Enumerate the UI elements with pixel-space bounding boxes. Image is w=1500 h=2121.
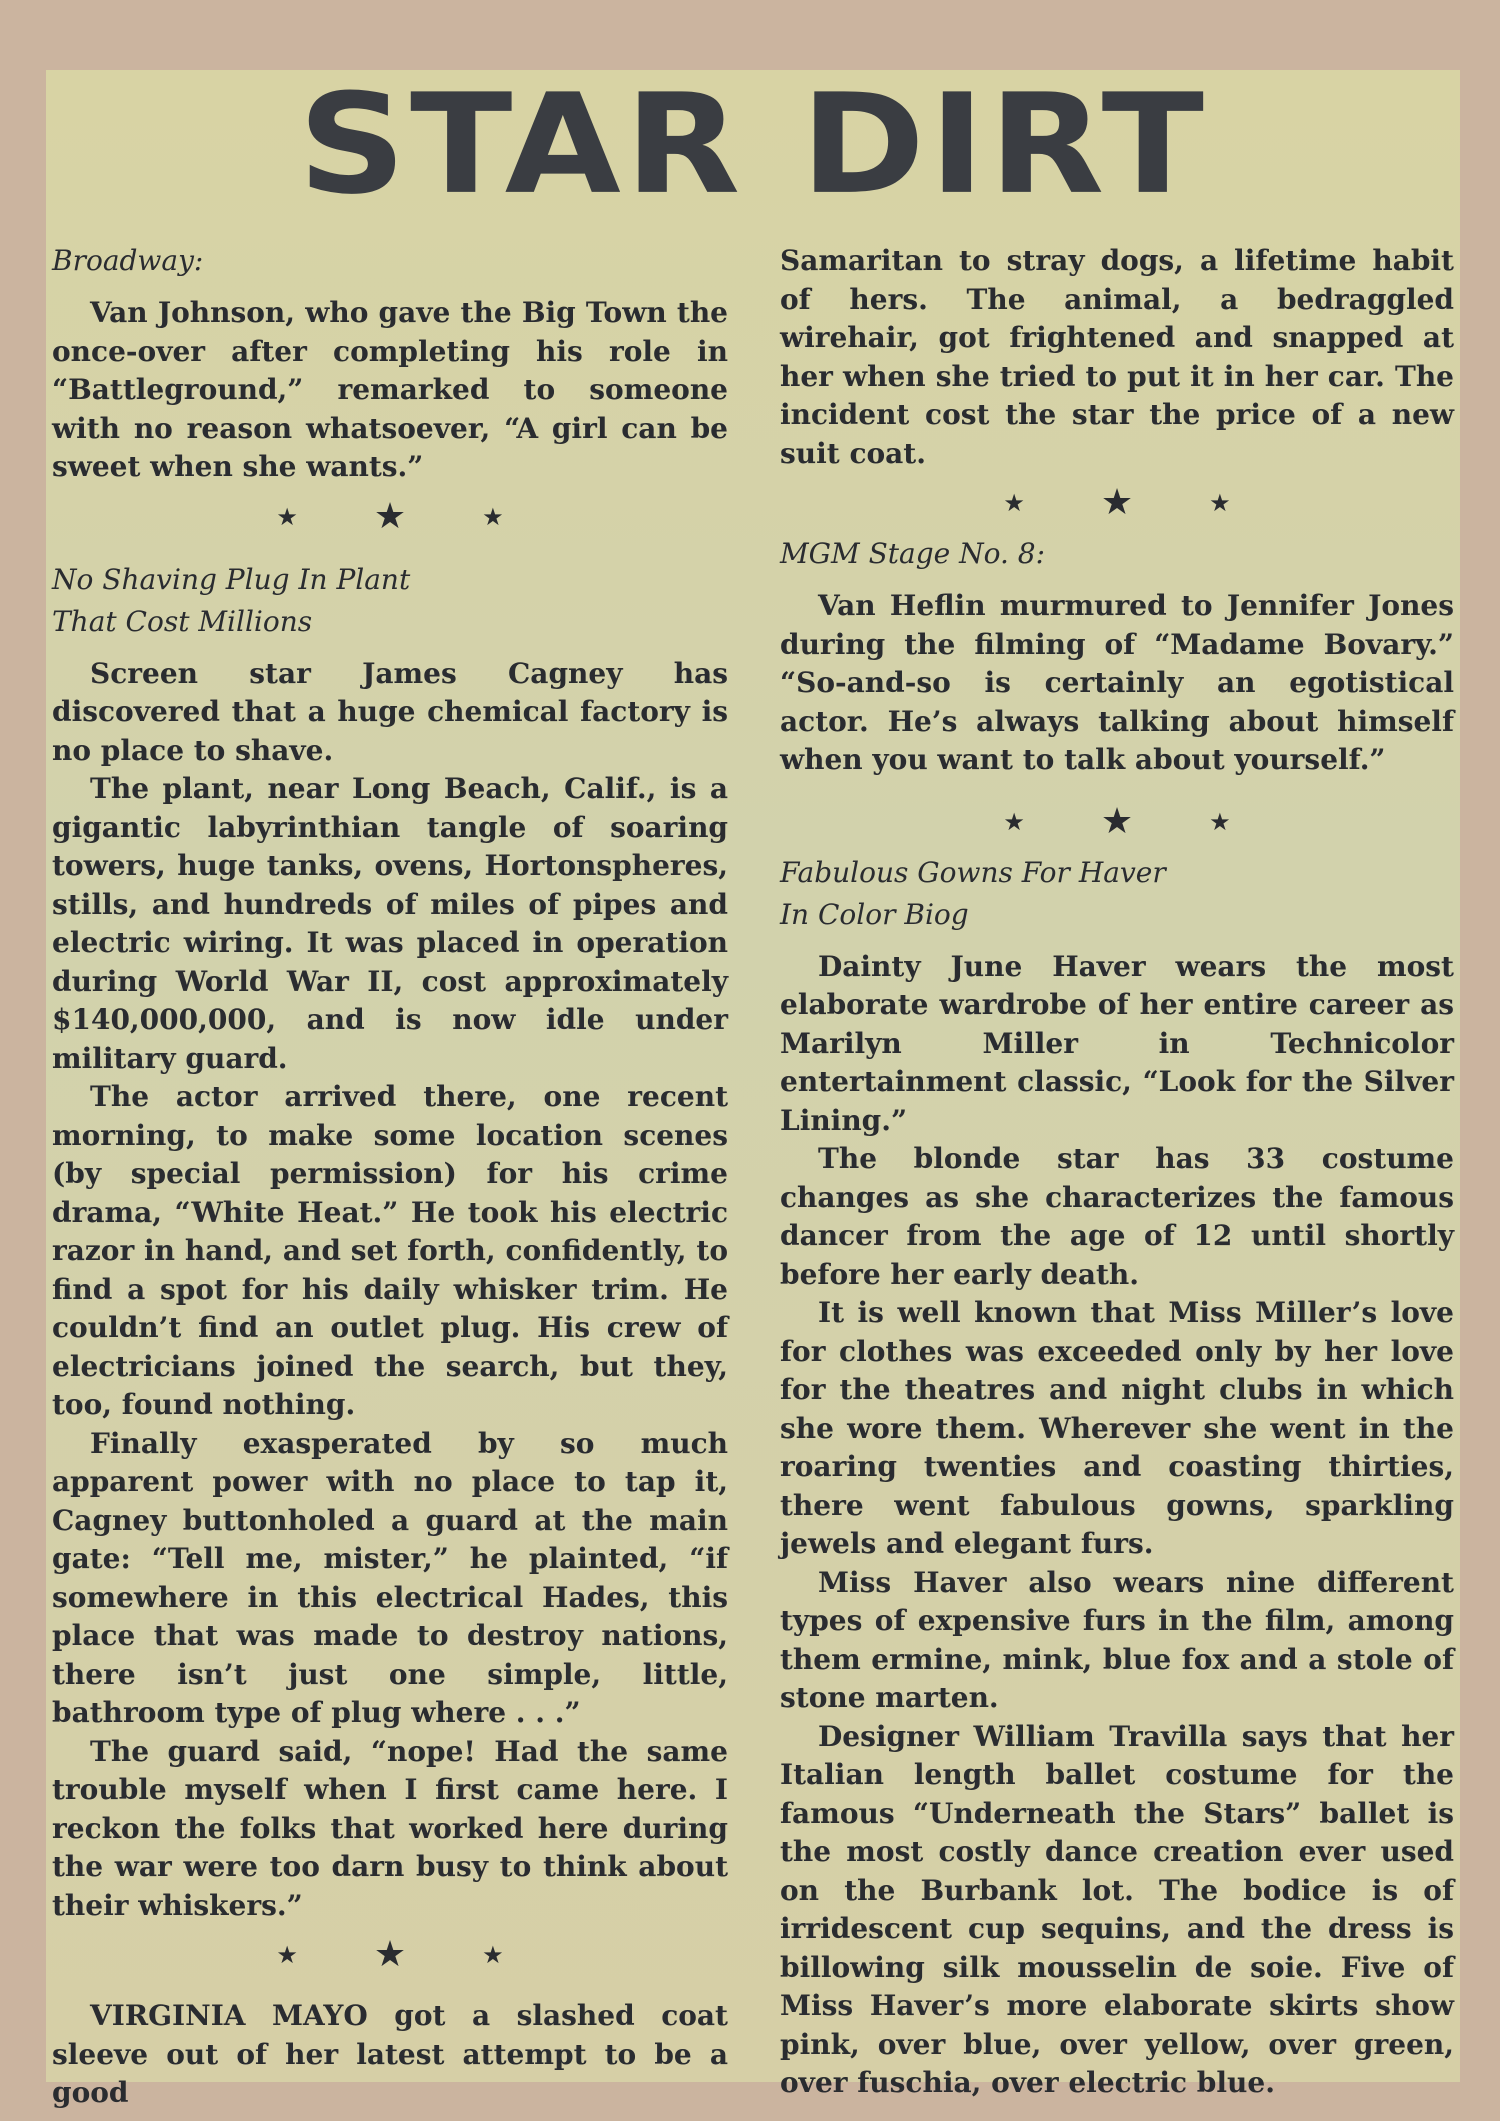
star-icon: ★ (1209, 807, 1231, 836)
star-icon: ★ (1003, 807, 1025, 836)
paragraph: The plant, near Long Beach, Calif., is a gigantic labyrinthian tangle of soaring towers, huge tanks, ovens, Hortonspheres, stills, and hundreds of miles of pipes and electric wiring. It was placed in operation during World War II, cost approximately $140,000,000, and is now idle under military guard. (52, 772, 728, 1075)
paragraph: Designer William Travilla says that her Italian length ballet costume for the famous “Underneath the Stars” ballet is the most costly dance creation ever used on the Burbank lot. The bodice is of irridescent cup sequins, and the dress is billowing silk mousselin de soie. Five of Miss Haver’s more elaborate skirts show pink, over blue, over yellow, over green, over fuschia, over electric blue. (780, 1719, 1454, 2099)
star-separator (780, 473, 1454, 533)
paragraph: Dainty June Haver wears the most elaborate wardrobe of her entire career as Marilyn Miller in Technicolor entertainment classic, “Look for the Silver Lining.” (780, 949, 1454, 1137)
star-icon: ★ (1100, 800, 1134, 842)
star-separator (52, 487, 728, 547)
star-icon: ★ (1209, 489, 1231, 517)
paragraph: Miss Haver also wears nine different types of expensive furs in the film, among them ermine, mink, blue fox and a stole of stone marten. (780, 1565, 1454, 1714)
right-column (780, 242, 1454, 2103)
paragraph: The actor arrived there, one recent morning, to make some location scenes (by special permission) for his crime drama, “White Heat.” He took his electric razor in hand, and set forth, confidently, to find a spot for his daily whisker trim. He couldn’t find an outlet plug. His crew of electricians joined the search, but they, too, found nothing. (52, 1080, 728, 1421)
paragraph: Samaritan to stray dogs, a lifetime habit of hers. The animal, a bedraggled wirehair, got frightened and snapped at her when she tried to put it in her car. The incident cost the star the price of a new suit coat. (780, 244, 1454, 470)
star-icon: ★ (1003, 489, 1025, 517)
paragraph: Finally exasperated by so much apparent power with no place to tap it, Cagney buttonholed a guard at the main gate: “Tell me, mister,” he plainted, “if somewhere in this electrical Hades, this place that was made to destroy nations, there isn’t just one simple, little, bathroom type of plug where . . .” (52, 1426, 728, 1729)
paragraph: The blonde star has 33 costume changes as she characterizes the famous dancer from the age of 12 until shortly before her early death. (780, 1142, 1454, 1291)
star-icon: ★ (1100, 482, 1134, 523)
paragraph: Van Johnson, who gave the Big Town the once-over after completing his role in “Battleground,” remarked to someone with no reason whatsoever, “A girl can be sweet when she wants.” (52, 296, 728, 483)
paragraph: VIRGINIA MAYO got a slashed coat sleeve out of her latest attempt to be a good (52, 1999, 728, 2109)
section-heading-cagney-1: No Shaving Plug In Plant (52, 562, 411, 596)
section-heading-haver-1: Fabulous Gowns For Haver (780, 855, 1166, 889)
star-icon: ★ (373, 495, 407, 537)
paragraph: Screen star James Cagney has discovered that a huge chemical factory is no place to shave. (52, 656, 728, 767)
star-icon: ★ (276, 502, 298, 531)
magazine-page (46, 64, 1460, 2109)
star-icon: ★ (373, 1934, 407, 1975)
section-heading-haver-2: In Color Biog (780, 897, 969, 931)
section-heading-cagney-2: That Cost Millions (52, 604, 313, 638)
page-title: STAR DIRT (298, 64, 1208, 226)
left-column (52, 240, 728, 2113)
star-icon: ★ (276, 1941, 298, 1969)
paragraph: The guard said, “nope! Had the same trouble myself when I first came here. I reckon the folks that worked here during the war were too darn busy to think about their whiskers.” (52, 1734, 728, 1922)
paragraph: Van Heflin murmured to Jennifer Jones during the filming of “Madame Bovary.” “So-and-so is certainly an egotistical actor. He’s always talking about himself when you want to talk about yourself.” (780, 589, 1454, 776)
star-separator (780, 792, 1454, 852)
paragraph: It is well known that Miss Miller’s love for clothes was exceeded only by her love for the theatres and night clubs in which she wore them. Wherever she went in the roaring twenties and coasting thirties, there went fabulous gowns, sparkling jewels and elegant furs. (780, 1296, 1454, 1560)
star-separator (52, 1925, 728, 1985)
section-heading-broadway: Broadway: (52, 244, 204, 277)
section-heading-mgm: MGM Stage No. 8: (780, 537, 1046, 570)
star-icon: ★ (482, 502, 504, 531)
star-icon: ★ (482, 1941, 504, 1969)
